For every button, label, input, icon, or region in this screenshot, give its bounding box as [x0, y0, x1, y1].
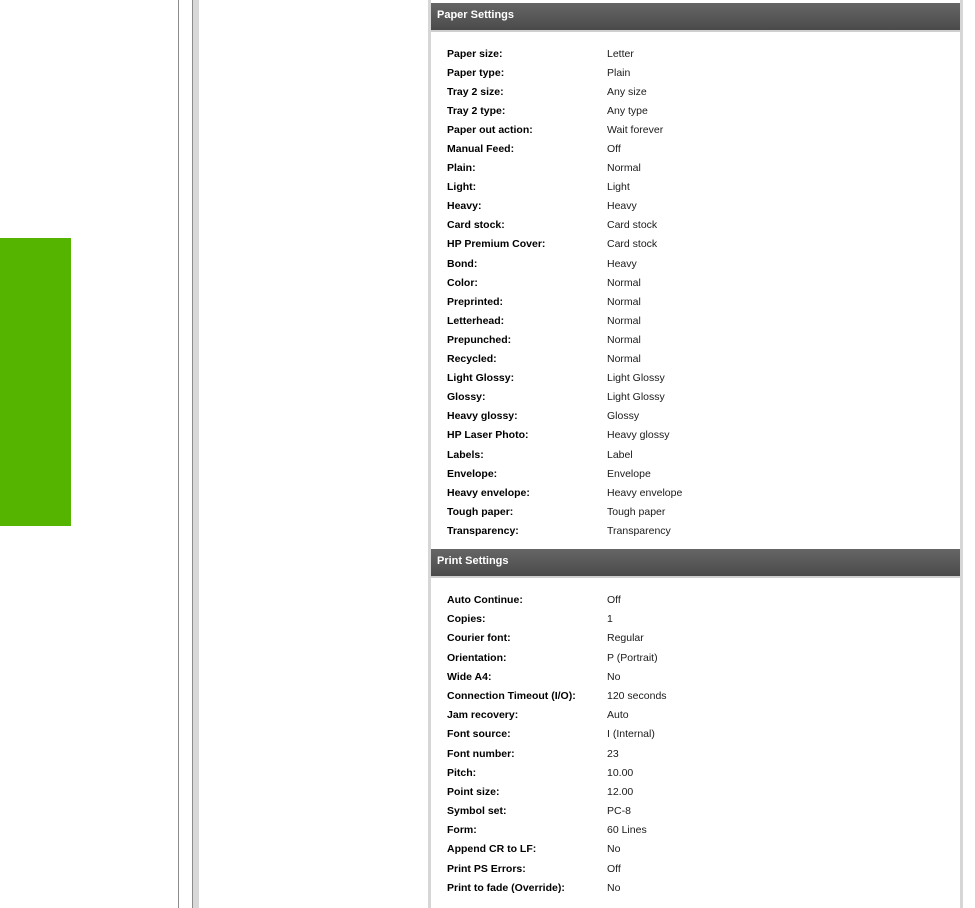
setting-label: Wide A4: [447, 670, 492, 683]
setting-label: Glossy: [447, 391, 486, 404]
setting-value: No [607, 881, 621, 894]
setting-value: 60 Lines [607, 824, 647, 837]
setting-value: 23 [607, 747, 619, 760]
setting-label: Orientation: [447, 651, 507, 664]
divider-line [178, 0, 179, 908]
settings-row [431, 216, 960, 235]
settings-row [431, 502, 960, 521]
setting-label: Heavy glossy: [447, 410, 518, 423]
setting-label: Light Glossy: [447, 372, 515, 385]
settings-row [431, 782, 960, 801]
settings-row [431, 667, 960, 686]
setting-label: Tray 2 size: [447, 85, 504, 98]
setting-value: Any type [607, 104, 648, 117]
setting-value: Normal [607, 276, 641, 289]
setting-label: Heavy: [447, 200, 482, 213]
setting-label: Connection Timeout (I/O): [447, 689, 576, 702]
setting-label: HP Laser Photo: [447, 429, 529, 442]
settings-row [431, 464, 960, 483]
settings-row [431, 426, 960, 445]
setting-label: Paper type: [447, 66, 505, 79]
setting-value: Normal [607, 333, 641, 346]
setting-label: Plain: [447, 162, 476, 175]
setting-value: Envelope [607, 467, 651, 480]
setting-value: Normal [607, 353, 641, 366]
setting-value: P (Portrait) [607, 651, 658, 664]
paper-settings-header: Paper Settings [431, 3, 960, 32]
setting-label: Labels: [447, 448, 484, 461]
settings-row [431, 802, 960, 821]
settings-row [431, 350, 960, 369]
setting-value: Tough paper [607, 505, 666, 518]
setting-value: Normal [607, 314, 641, 327]
settings-row [431, 330, 960, 349]
settings-row [431, 63, 960, 82]
setting-value: Any size [607, 85, 647, 98]
setting-value: Plain [607, 66, 631, 79]
setting-label: Tray 2 type: [447, 104, 506, 117]
settings-row [431, 235, 960, 254]
setting-value: Off [607, 594, 621, 607]
setting-value: Light Glossy [607, 372, 665, 385]
settings-row [431, 648, 960, 667]
settings-row [431, 821, 960, 840]
settings-row [431, 590, 960, 609]
setting-label: Form: [447, 824, 477, 837]
settings-row [431, 483, 960, 502]
setting-value: 12.00 [607, 785, 634, 798]
settings-row [431, 629, 960, 648]
setting-label: Paper size: [447, 47, 503, 60]
settings-row [431, 744, 960, 763]
setting-label: HP Premium Cover: [447, 238, 546, 251]
settings-row [431, 610, 960, 629]
setting-value: 120 seconds [607, 689, 667, 702]
setting-label: Preprinted: [447, 295, 504, 308]
settings-row [431, 178, 960, 197]
setting-value: Wait forever [607, 123, 664, 136]
setting-label: Paper out action: [447, 123, 533, 136]
setting-value: No [607, 670, 621, 683]
setting-value: Glossy [607, 410, 640, 423]
setting-label: Manual Feed: [447, 143, 515, 156]
setting-label: Font number: [447, 747, 515, 760]
setting-label: Jam recovery: [447, 709, 519, 722]
settings-row [431, 388, 960, 407]
settings-row [431, 159, 960, 178]
setting-label: Envelope: [447, 467, 498, 480]
settings-row [431, 369, 960, 388]
print-settings-table [431, 578, 960, 903]
paper-settings-table [431, 32, 960, 546]
setting-value: Heavy glossy [607, 429, 670, 442]
settings-row [431, 686, 960, 705]
setting-value: Heavy [607, 257, 637, 270]
settings-row [431, 101, 960, 120]
setting-value: 10.00 [607, 766, 634, 779]
settings-row [431, 521, 960, 540]
setting-value: Light Glossy [607, 391, 665, 404]
setting-label: Bond: [447, 257, 478, 270]
settings-row [431, 445, 960, 464]
settings-row [431, 859, 960, 878]
settings-panel [428, 0, 963, 908]
setting-label: Pitch: [447, 766, 477, 779]
setting-label: Card stock: [447, 219, 505, 232]
setting-label: Symbol set: [447, 805, 507, 818]
setting-label: Font source: [447, 728, 511, 741]
setting-label: Auto Continue: [447, 594, 523, 607]
settings-row [431, 120, 960, 139]
setting-value: Card stock [607, 219, 658, 232]
settings-row [431, 725, 960, 744]
settings-row [431, 273, 960, 292]
settings-row [431, 407, 960, 426]
setting-label: Recycled: [447, 353, 497, 366]
settings-row [431, 292, 960, 311]
setting-label: Append CR to LF: [447, 843, 537, 856]
settings-row [431, 311, 960, 330]
setting-value: No [607, 843, 621, 856]
setting-value: Normal [607, 162, 641, 175]
settings-row [431, 254, 960, 273]
setting-value: 1 [607, 613, 613, 626]
setting-label: Tough paper: [447, 505, 514, 518]
setting-value: Off [607, 862, 621, 875]
settings-row [431, 82, 960, 101]
setting-value: Auto [607, 709, 629, 722]
nav-accent-tab[interactable] [0, 238, 71, 526]
settings-row [431, 44, 960, 63]
setting-label: Heavy envelope: [447, 486, 530, 499]
setting-value: Letter [607, 47, 634, 60]
setting-label: Light: [447, 181, 477, 194]
content-gutter [193, 0, 199, 908]
setting-value: I (Internal) [607, 728, 655, 741]
setting-label: Print PS Errors: [447, 862, 526, 875]
settings-row [431, 139, 960, 158]
setting-value: Normal [607, 295, 641, 308]
setting-value: Heavy [607, 200, 637, 213]
setting-value: PC-8 [607, 805, 631, 818]
print-settings-header: Print Settings [431, 549, 960, 578]
settings-row [431, 763, 960, 782]
setting-label: Point size: [447, 785, 500, 798]
setting-label: Prepunched: [447, 333, 512, 346]
settings-row [431, 706, 960, 725]
setting-value: Off [607, 143, 621, 156]
setting-label: Letterhead: [447, 314, 505, 327]
setting-label: Color: [447, 276, 478, 289]
setting-label: Copies: [447, 613, 486, 626]
setting-value: Transparency [607, 524, 671, 537]
setting-value: Light [607, 181, 630, 194]
setting-label: Courier font: [447, 632, 511, 645]
setting-value: Regular [607, 632, 644, 645]
setting-value: Heavy envelope [607, 486, 683, 499]
setting-label: Transparency: [447, 524, 519, 537]
settings-row [431, 197, 960, 216]
settings-row [431, 840, 960, 859]
setting-value: Card stock [607, 238, 658, 251]
settings-row [431, 878, 960, 897]
setting-value: Label [607, 448, 633, 461]
setting-label: Print to fade (Override): [447, 881, 565, 894]
